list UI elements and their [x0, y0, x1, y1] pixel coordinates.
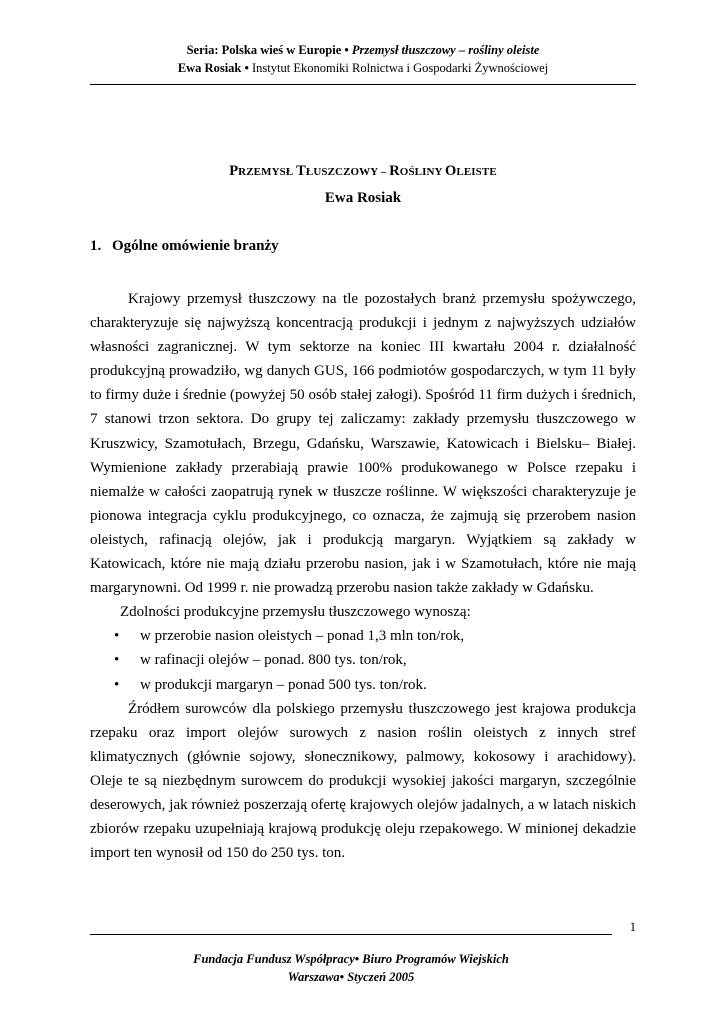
footer-foundation: Fundacja Fundusz Współpracy: [193, 952, 355, 966]
header-author-name: Ewa Rosiak: [177, 61, 242, 75]
header-divider: [90, 84, 636, 85]
header-series-title: Przemysł tłuszczowy – rośliny oleiste: [351, 43, 540, 57]
title-part: T: [296, 163, 306, 179]
title-part: RZEMYSŁ: [238, 166, 297, 178]
footer-date: Styczeń 2005: [347, 970, 415, 984]
document-title: [90, 163, 636, 180]
section-title: Ogólne omówienie branży: [112, 238, 279, 254]
section-heading: [90, 238, 636, 255]
list-item: [90, 624, 636, 648]
bullet-icon: •: [114, 652, 120, 669]
title-part: LEISTE: [456, 166, 497, 178]
footer-line-1: [90, 950, 612, 968]
list-item-text: w rafinacji olejów – ponad. 800 tys. ton/rok,: [140, 652, 407, 669]
bullet-icon: •: [114, 676, 120, 693]
title-part: P: [229, 163, 239, 179]
list-item-text: w przerobie nasion oleistych – ponad 1,3 mln ton/rok,: [140, 628, 465, 645]
footer-program: Biuro Programów Wiejskich: [362, 952, 509, 966]
header-author-line: [90, 59, 636, 77]
footer-separator-2: •: [339, 970, 348, 984]
bullet-icon: •: [114, 628, 120, 645]
footer-separator: •: [354, 952, 363, 966]
header-series-label: Seria: Polska wieś w Europie: [186, 43, 342, 57]
list-item: [90, 673, 636, 697]
title-part: O: [445, 163, 457, 179]
title-part: ŁUSZCZOWY –: [305, 166, 390, 178]
list-item: [90, 648, 636, 672]
title-part: OŚLINY: [399, 166, 446, 178]
footer-divider: [90, 934, 612, 935]
section-number: 1.: [90, 238, 102, 254]
footer-line-2: [90, 968, 612, 986]
capacity-list: [90, 624, 636, 696]
footer-city: Warszawa: [287, 970, 340, 984]
page-header: [90, 41, 636, 77]
header-separator: •: [341, 43, 352, 57]
title-part: R: [389, 163, 400, 179]
header-separator-2: •: [241, 61, 253, 75]
header-series-line: [90, 41, 636, 59]
document-author: Ewa Rosiak: [324, 190, 402, 206]
document-body: [90, 287, 636, 865]
paragraph-2: Zdolności produkcyjne przemysłu tłuszczowego wynoszą:: [120, 604, 471, 621]
list-item-text: w produkcji margaryn – ponad 500 tys. ton/rok.: [140, 676, 427, 693]
paragraph-3: Źródłem surowców dla polskiego przemysłu tłuszczowego jest krajowa produkcja rzepaku oraz import olejów surowych z nasion roślin oleistych z innych stref klimatycznych (głównie sojowy, słonecznikowy, palmowy, kokosowy i arachidowy). Oleje te są niezbędnym surowcem do produkcji wysokiej jakości margaryn, szczególnie deserowych, jak również poszerzają ofertę krajowych olejów jadalnych, a w latach niskich zbiorów rzepaku uzupełniają krajową produkcję oleju rzepakowego. W minionej dekadzie import ten wynosił od 150 do 250 tys. ton.: [90, 700, 636, 862]
paragraph-1: Krajowy przemysł tłuszczowy na tle pozostałych branż przemysłu spożywczego, charakteryzuje się najwyższą koncentracją produkcji i jednym z najwyższych udziałów własności zagranicznej. W tym sektorze na koniec III kwartału 2004 r. działalność produkcyjną prowadziło, wg danych GUS, 166 podmiotów gospodarczych, w tym 11 były to firmy duże i średnie (powyżej 50 osób stałej załogi). Spośród 11 firm dużych i średnich, 7 stanowi trzon sektora. Do grupy tej zaliczamy: zakłady przemysłu tłuszczowego w Kruszwicy, Szamotułach, Brzegu, Gdańsku, Warszawie, Katowicach i Bielsku– Białej. Wymienione zakłady przerabiają prawie 100% produkowanego w Polsce rzepaku i niemalże w całości zaopatrują rynek w tłuszcze roślinne. W większości charakteryzuje je pionowa integracja cyklu produkcyjnego, co oznacza, że zajmują się przerobem nasion oleistych, rafinacją olejów, jak i produkcją margaryn. Wyjątkiem są zakłady w Katowicach, które nie mają działu przerobu nasion, jak i w Szamotułach, które nie mają margarynowni. Od 1999 r. nie prowadzą przerobu nasion także zakłady w Gdańsku.: [90, 291, 636, 597]
header-institute: Instytut Ekonomiki Rolnictwa i Gospodarki Żywnościowej: [252, 61, 549, 75]
page-number: 1: [629, 920, 636, 934]
page-footer: [90, 950, 612, 986]
